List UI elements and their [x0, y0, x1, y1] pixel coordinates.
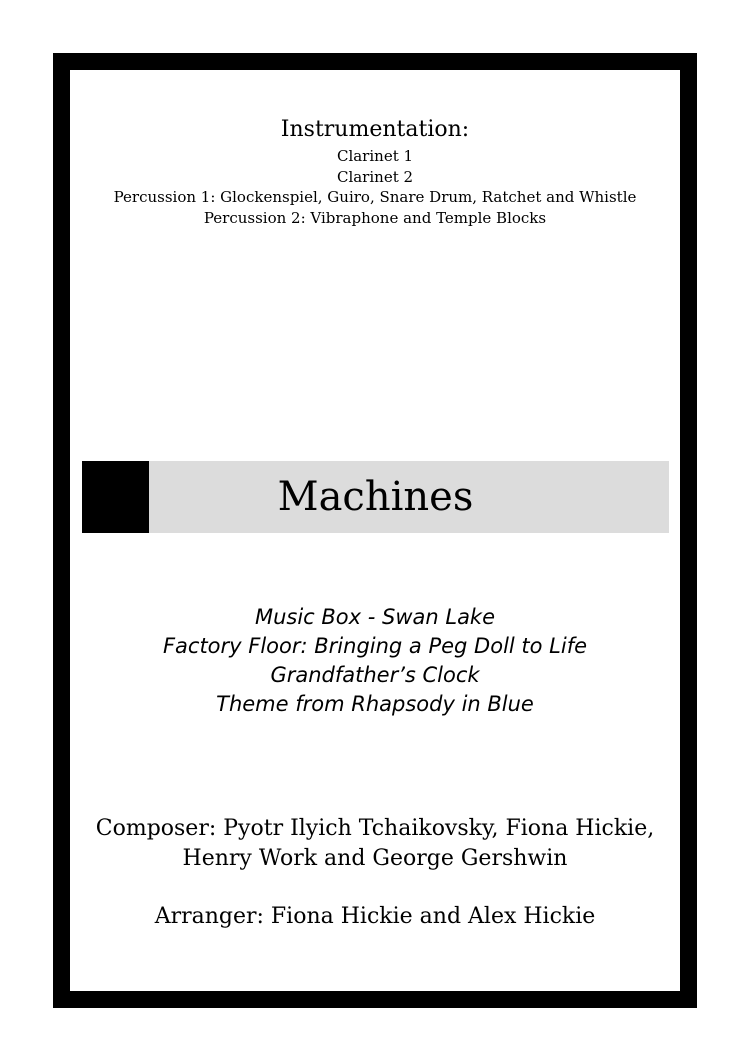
- arranger-credit: Arranger: Fiona Hickie and Alex Hickie: [154, 904, 596, 929]
- piece-item: Grandfather’s Clock: [270, 663, 480, 687]
- composer-line: Henry Work and George Gershwin: [182, 846, 568, 871]
- instrumentation-heading: Instrumentation:: [280, 117, 470, 142]
- page-title: Machines: [277, 474, 474, 520]
- instrument-item: Percussion 1: Glockenspiel, Guiro, Snare Drum, Ratchet and Whistle: [113, 188, 637, 206]
- instrument-item: Clarinet 1: [336, 147, 414, 165]
- piece-item: Theme from Rhapsody in Blue: [216, 692, 534, 716]
- composer-credit: [0, 814, 750, 874]
- composer-line: Composer: Pyotr Ilyich Tchaikovsky, Fiona Hickie,: [95, 816, 655, 841]
- piece-item: Factory Floor: Bringing a Peg Doll to Life: [162, 634, 588, 658]
- instrumentation-list: [0, 146, 750, 228]
- instrument-item: Percussion 2: Vibraphone and Temple Blocks: [203, 208, 547, 227]
- piece-item: Music Box - Swan Lake: [254, 605, 496, 629]
- pieces-list: [0, 603, 750, 719]
- instrument-item: Clarinet 2: [336, 167, 414, 186]
